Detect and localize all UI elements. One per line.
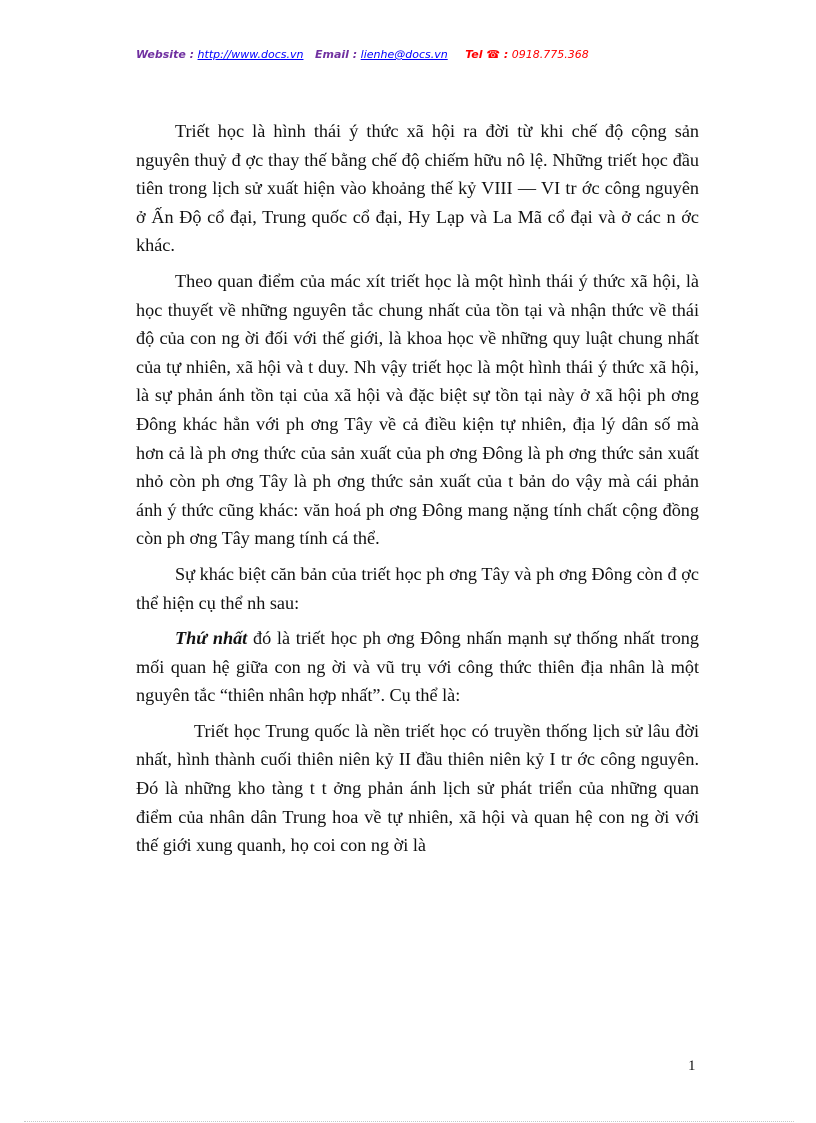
email-label: Email : [314,48,358,61]
email-link[interactable]: lienhe@docs.vn [360,48,448,61]
paragraph-4-text: đó là triết học ph ơng Đông nhấn mạnh sự thống nhất trong mối quan hệ giữa con ng ời và vũ trụ với công thức thiên địa nhân là một nguyên tắc “thiên nhân hợp nhất”. Cụ thể là: [136,628,699,706]
paragraph-4 [136,624,699,710]
tel-value: 0918.775.368 [511,48,589,61]
paragraph-3: Sự khác biệt căn bản của triết học ph ơng Tây và ph ơng Đông còn đ ợc thể hiện cụ thể nh sau: [136,563,699,613]
website-label: Website : [136,48,195,61]
tel-label: Tel ☎ : [465,48,509,61]
paragraph-2: Theo quan điểm của mác xít triết học là một hình thái ý thức xã hội, là học thuyết về những nguyên tắc chung nhất của tồn tại và nhận thức về thái độ của con ng ời đối với thế giới, là khoa học về những quy luật chung nhất của tự nhiên, xã hội và t duy. Nh vậy triết học là một hình thái ý thức xã hội, là sự phản ánh tồn tại của xã hội và đặc biệt sự tồn tại này ở xã hội ph ơng Đông khác hẳn với ph ơng Tây về cả điều kiện tự nhiên, địa lý dân số mà hơn cả là ph ơng thức của sản xuất của ph ơng Đông là ph ơng thức sản xuất nhỏ còn ph ơng Tây là ph ơng thức sản xuất của t bản do vậy mà cái phản ánh ý thức cũng khác: văn hoá ph ơng Đông mang nặng tính chất cộng đồng còn ph ơng Tây mang tính cá thể. [136,270,699,549]
document-body [136,117,699,867]
paragraph-5: Triết học Trung quốc là nền triết học có truyền thống lịch sử lâu đời nhất, hình thành cuối thiên niên kỷ II đầu thiên niên kỷ I tr ớc công nguyên. Đó là những kho tàng t t ởng phản ánh lịch sử phát triển của những quan điểm của nhân dân Trung hoa về tự nhiên, xã hội và quan hệ con ng ời với thế giới xung quanh, họ coi con ng ời là [136,720,699,856]
page-header [136,48,696,61]
website-link[interactable]: http://www.docs.vn [197,48,304,61]
page-bottom-divider [24,1121,794,1122]
paragraph-4-lead: Thứ nhất [175,628,248,649]
page-number: 1 [688,1058,696,1074]
paragraph-1: Triết học là hình thái ý thức xã hội ra đời từ khi chế độ cộng sản nguyên thuỷ đ ợc thay thế bằng chế độ chiếm hữu nô lệ. Những triết học đầu tiên trong lịch sử xuất hiện vào khoảng thế kỷ VIII — VI tr ớc công nguyên ở Ấn Độ cổ đại, Trung quốc cổ đại, Hy Lạp và La Mã cổ đại và ở các n ớc khác. [136,121,699,256]
